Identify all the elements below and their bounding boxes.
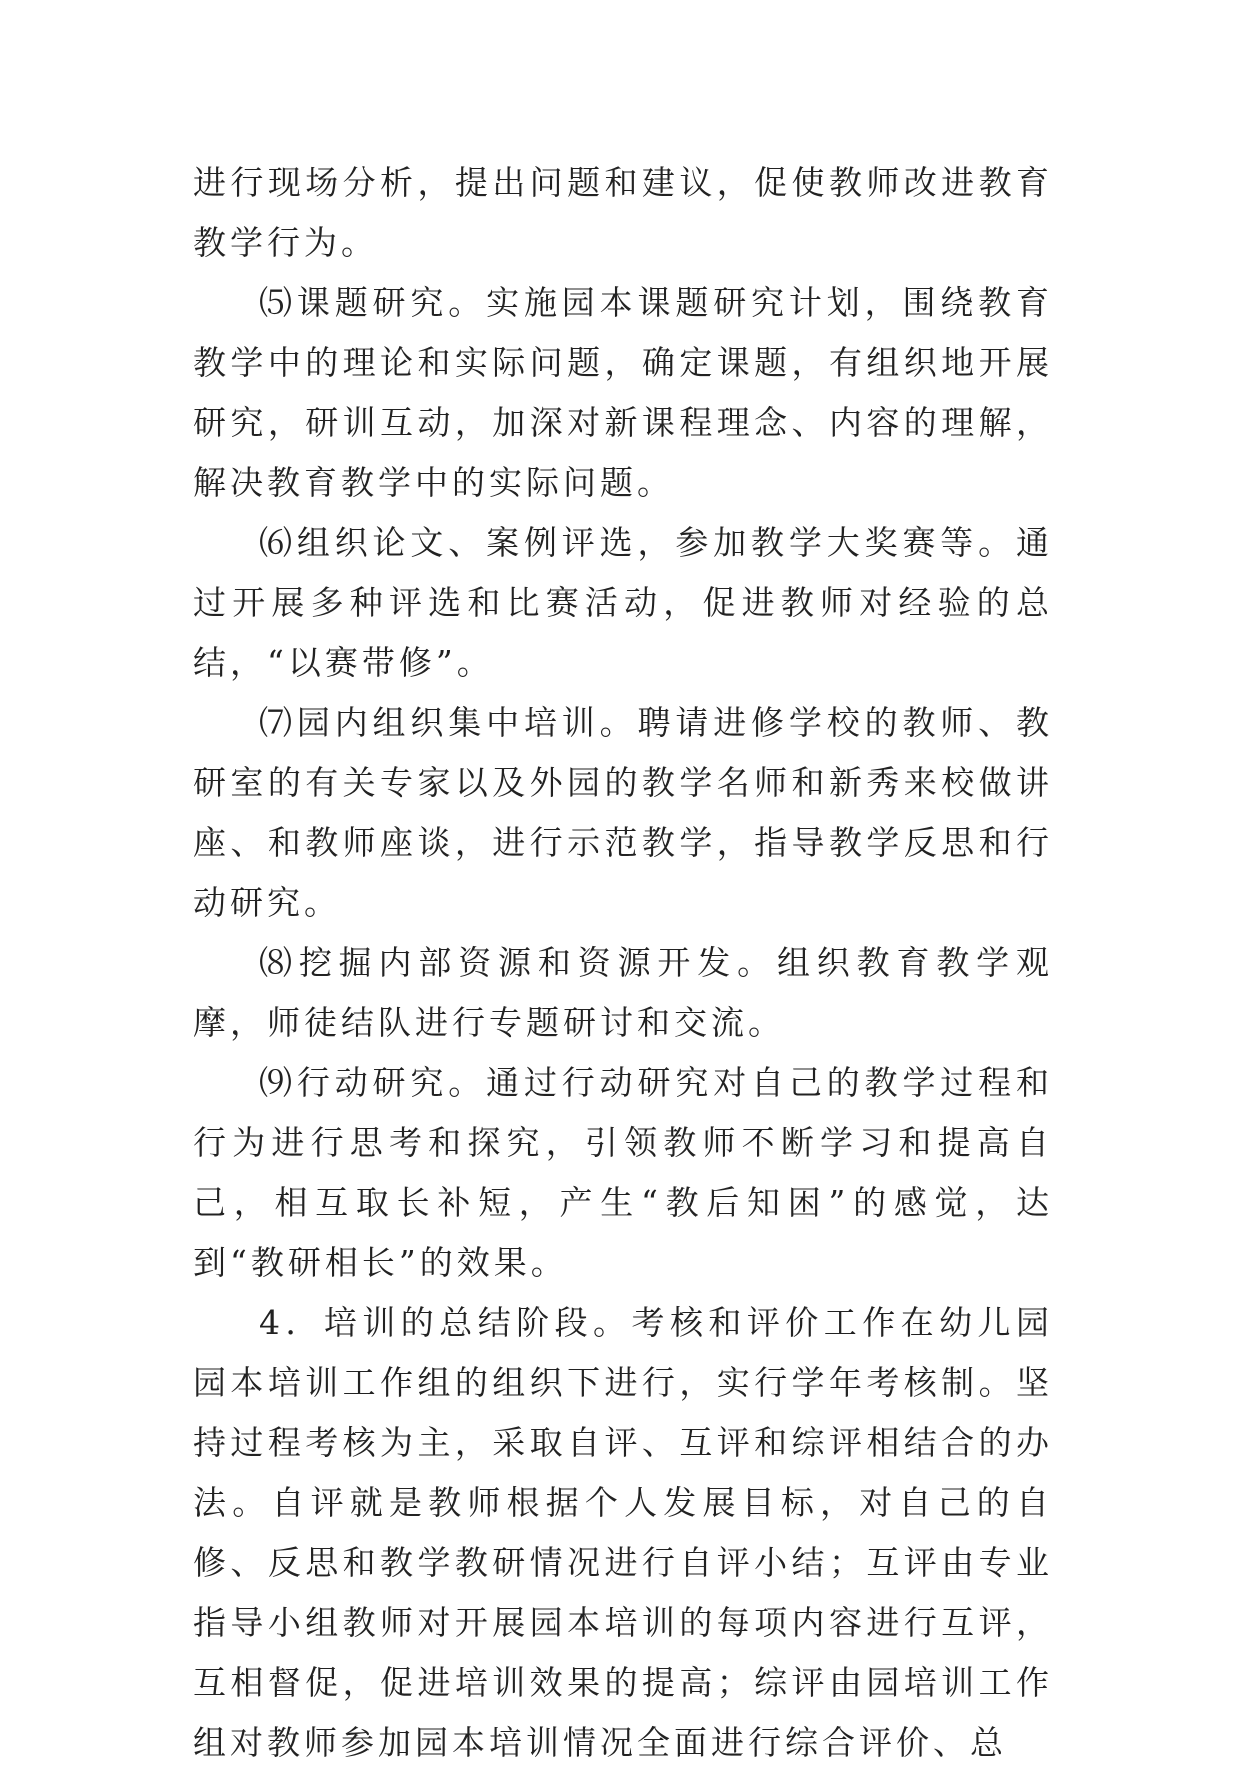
paragraph-item-8: ⑻挖掘内部资源和资源开发。组织教育教学观摩，师徒结队进行专题研讨和交流。 [193,943,1053,1042]
paragraph-stage-4: 4．培训的总结阶段。考核和评价工作在幼儿园园本培训工作组的组织下进行，实行学年考核制。坚持过程考核为主，采取自评、互评和综评相结合的办法。自评就是教师根据个人发展目标，对自己的自修、反思和教学教研情况进行自评小结；互评由专业指导小组教师对开展园本培训的每项内容进行互评，互相督促，促进培训效果的提高；综评由园培训工作组对教师参加园本培训情况全面进行综合评价、总 [193,1303,1053,1762]
paragraph-item-5: ⑸课题研究。实施园本课题研究计划，围绕教育教学中的理论和实际问题，确定课题，有组织地开展研究，研训互动，加深对新课程理念、内容的理解，解决教育教学中的实际问题。 [193,283,1053,502]
paragraph-item-7: ⑺园内组织集中培训。聘请进修学校的教师、教研室的有关专家以及外园的教学名师和新秀来校做讲座、和教师座谈，进行示范教学，指导教学反思和行动研究。 [193,703,1053,922]
document-body [193,153,1053,1773]
paragraph-continued: 进行现场分析，提出问题和建议，促使教师改进教育教学行为。 [193,163,1053,262]
paragraph-item-6: ⑹组织论文、案例评选，参加教学大奖赛等。通过开展多种评选和比赛活动，促进教师对经验的总结，“以赛带修”。 [193,523,1053,682]
paragraph-item-9: ⑼行动研究。通过行动研究对自己的教学过程和行为进行思考和探究，引领教师不断学习和提高自己，相互取长补短，产生“教后知困”的感觉，达到“教研相长”的效果。 [193,1063,1053,1282]
